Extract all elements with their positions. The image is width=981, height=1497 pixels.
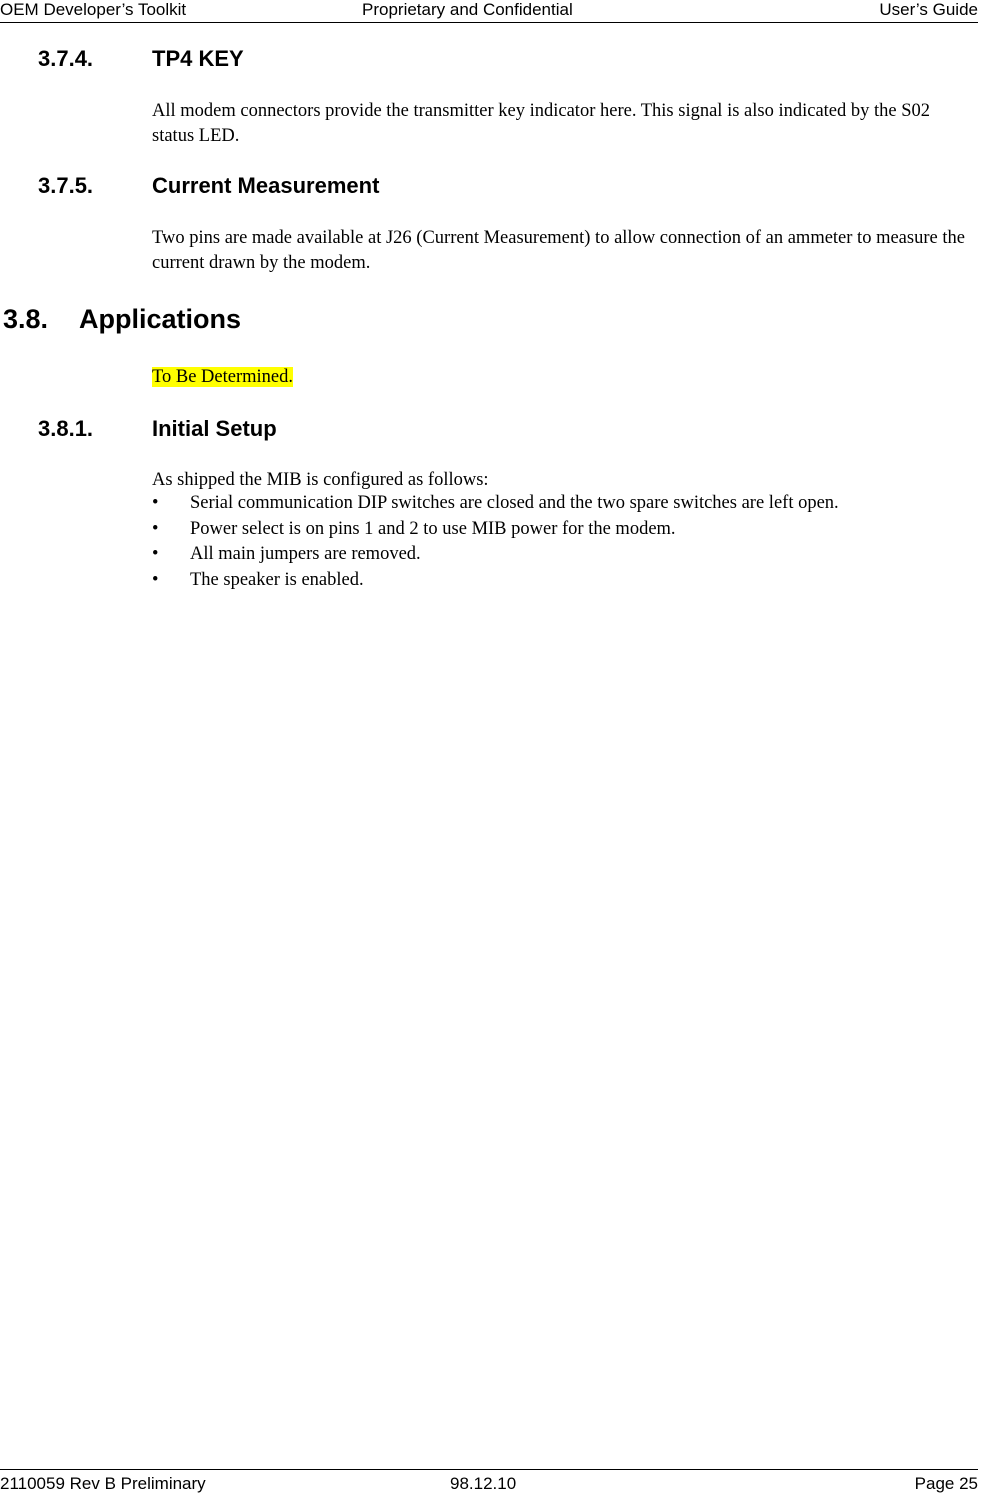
paragraph-current-measurement: Two pins are made available at J26 (Current Measurement) to allow connection of an ammeter to measure the current drawn by the modem.	[152, 228, 965, 273]
paragraph-initial-setup-intro: As shipped the MIB is configured as follows:	[152, 470, 489, 490]
list-item-text: Power select is on pins 1 and 2 to use MIB power for the modem.	[190, 518, 676, 539]
footer-date: 98.12.10	[450, 1474, 517, 1493]
heading-title: Initial Setup	[152, 416, 277, 441]
list-item-text: Serial communication DIP switches are closed and the two spare switches are left open.	[190, 493, 839, 513]
list-item	[152, 568, 974, 594]
heading-title: Current Measurement	[152, 173, 380, 198]
paragraph-tp4-key: All modem connectors provide the transmitter key indicator here. This signal is also indicated by the S02 status LED.	[152, 101, 931, 146]
heading-number: 3.8.	[3, 304, 49, 334]
heading-number: 3.7.5.	[38, 173, 94, 198]
footer-page-number: Page 25	[914, 1474, 978, 1493]
page-footer	[0, 1469, 978, 1496]
list-item-text: The speaker is enabled.	[190, 569, 364, 590]
heading-3-8	[3, 304, 603, 338]
heading-3-7-4	[38, 46, 638, 74]
header-guide-name: User’s Guide	[879, 0, 978, 19]
list-item	[152, 542, 974, 568]
heading-3-8-1	[38, 416, 638, 444]
bullet-list	[152, 491, 974, 593]
heading-3-7-5	[38, 173, 638, 201]
bullet-glyph: •	[152, 518, 159, 539]
bullet-glyph: •	[152, 544, 159, 564]
list-item	[152, 517, 974, 543]
header-doc-title: OEM Developer’s Toolkit	[0, 0, 187, 19]
page-header	[0, 0, 978, 23]
paragraph-applications	[152, 365, 974, 390]
heading-number: 3.7.4.	[38, 46, 94, 71]
highlighted-text: To Be Determined.	[152, 367, 294, 387]
heading-title: TP4 KEY	[152, 46, 244, 71]
list-item-text: All main jumpers are removed.	[190, 544, 421, 564]
bullet-glyph: •	[152, 493, 159, 513]
header-confidentiality: Proprietary and Confidential	[362, 0, 573, 19]
heading-title: Applications	[79, 304, 242, 334]
bullet-glyph: •	[152, 569, 159, 590]
list-item	[152, 491, 974, 517]
footer-doc-number: 2110059 Rev B Preliminary	[0, 1474, 206, 1493]
heading-number: 3.8.1.	[38, 416, 94, 441]
